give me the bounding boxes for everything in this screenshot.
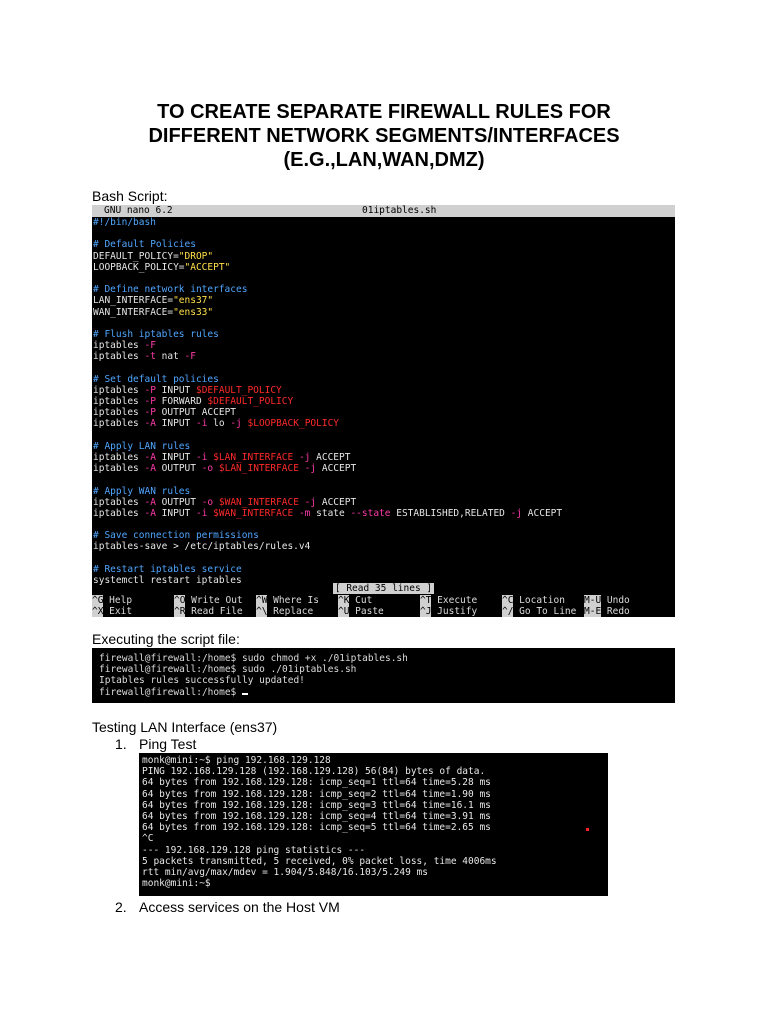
ping-terminal-screenshot: [139, 753, 608, 896]
code-token: "ens33": [173, 306, 214, 318]
shortcut-label: Go To Line: [513, 606, 577, 617]
code-token: -A: [144, 451, 156, 463]
code-token: -A: [144, 507, 156, 519]
code-line: [93, 486, 675, 497]
code-token: "ens37": [173, 295, 214, 307]
code-token: ACCEPT: [316, 463, 357, 475]
code-token: INPUT: [155, 451, 196, 463]
shortcut-item: [92, 606, 132, 617]
code-token: WAN_INTERFACE=: [93, 306, 174, 318]
code-token: -F: [144, 340, 156, 352]
terminal-line: firewall@firewall:/home$ sudo chmod +x ./01iptables.sh: [99, 653, 408, 664]
code-line: [93, 441, 675, 452]
code-line: [93, 307, 675, 318]
shortcut-item: [174, 606, 243, 617]
code-token: # Flush iptables rules: [93, 328, 219, 340]
code-line: [93, 553, 675, 564]
code-token: systemctl restart iptables: [93, 575, 242, 586]
code-token: ACCEPT: [522, 507, 563, 519]
code-token: iptables: [93, 384, 145, 396]
code-line: [93, 418, 675, 429]
code-token: iptables: [93, 463, 145, 475]
code-token: OUTPUT: [155, 496, 202, 508]
code-token: state: [310, 507, 351, 519]
code-token: -o: [201, 496, 214, 508]
code-token: -i: [195, 507, 208, 519]
code-line: [93, 251, 675, 262]
code-token: -P: [144, 407, 156, 419]
terminal-line: 64 bytes from 192.168.129.128: icmp_seq=2 ttl=64 time=1.90 ms: [142, 788, 491, 800]
terminal-line: --- 192.168.129.128 ping statistics ---: [142, 844, 366, 856]
terminal-line: rtt min/avg/max/mdev = 1.904/5.848/16.103/5.249 ms: [142, 866, 428, 878]
code-line: [93, 497, 675, 508]
code-token: -j: [304, 496, 317, 508]
shortcut-item: [338, 606, 384, 617]
code-token: nat: [155, 351, 185, 363]
nano-editor-screenshot: [92, 205, 675, 617]
list-text: Ping Test: [139, 736, 197, 752]
terminal-line: Iptables rules successfully updated!: [99, 675, 305, 687]
code-line: [93, 508, 675, 519]
code-line: [93, 362, 675, 373]
code-token: LOOPBACK_POLICY=: [93, 261, 185, 273]
code-token: $WAN_INTERFACE: [207, 507, 299, 519]
code-token: INPUT: [155, 384, 196, 396]
shortcut-label: Paste: [349, 606, 384, 617]
terminal-line: ^C: [142, 833, 154, 845]
shortcut-key: ^\: [256, 606, 268, 617]
code-line: [93, 217, 675, 228]
code-line: [93, 228, 675, 239]
nano-status-bar: [92, 583, 675, 594]
shortcut-item: [502, 595, 565, 606]
shortcut-key: ^X: [92, 606, 104, 617]
code-token: -j: [304, 463, 317, 475]
code-token: INPUT: [155, 507, 196, 519]
terminal-line: monk@mini:~$: [142, 878, 211, 890]
nano-title-bar: [92, 205, 675, 217]
shortcut-key: ^K: [338, 595, 350, 606]
code-token: iptables: [93, 396, 145, 407]
code-token: -A: [144, 418, 156, 430]
code-line: [93, 564, 675, 575]
shortcut-item: [256, 595, 319, 606]
shortcut-item: [420, 595, 477, 606]
shortcut-label: Write Out: [185, 595, 243, 606]
code-token: -j: [230, 418, 242, 430]
code-token: iptables: [93, 340, 145, 352]
code-token: iptables: [93, 407, 145, 419]
shortcut-label: Help: [103, 595, 133, 606]
code-line: [93, 329, 675, 340]
nano-shortcuts: [92, 595, 675, 617]
terminal-line: PING 192.168.129.128 (192.168.129.128) 56(84) bytes of data.: [142, 766, 486, 778]
nano-version: GNU nano 6.2: [104, 205, 173, 216]
code-token: $LAN_INTERFACE: [207, 451, 299, 463]
code-line: [93, 340, 675, 351]
code-token: $DEFAULT_POLICY: [195, 384, 282, 396]
code-token: -P: [144, 384, 156, 396]
code-token: # Save connection permissions: [93, 530, 259, 542]
code-line: [93, 273, 675, 284]
shortcut-item: [420, 606, 477, 617]
terminal-line: 64 bytes from 192.168.129.128: icmp_seq=4 ttl=64 time=3.91 ms: [142, 810, 491, 822]
code-token: --state: [350, 507, 391, 519]
title-line-1: TO CREATE SEPARATE FIREWALL RULES FOR: [157, 101, 611, 123]
list-number: 1.: [115, 736, 127, 752]
shortcut-key: M-E: [584, 606, 602, 617]
code-token: $LAN_INTERFACE: [213, 463, 305, 475]
code-token: "ACCEPT": [184, 261, 231, 273]
nano-status-text: [ Read 35 lines ]: [334, 583, 433, 594]
code-line: [93, 452, 675, 463]
code-token: #!/bin/bash: [93, 217, 156, 228]
code-token: iptables: [93, 496, 145, 508]
shortcut-item: [584, 606, 630, 617]
code-token: # Set default policies: [93, 373, 219, 385]
cursor-icon: [242, 693, 248, 695]
code-token: -m: [298, 507, 311, 519]
shortcut-key: ^R: [174, 606, 186, 617]
code-line: [93, 396, 675, 407]
code-token: -A: [144, 463, 156, 475]
testing-lan-label: Testing LAN Interface (ens37): [92, 719, 278, 735]
code-token: -A: [144, 496, 156, 508]
code-token: -i: [195, 418, 208, 430]
code-token: # Apply LAN rules: [93, 440, 191, 452]
code-token: # Define network interfaces: [93, 284, 248, 296]
shortcut-label: Exit: [103, 606, 133, 617]
code-token: iptables: [93, 507, 145, 519]
code-token: $WAN_INTERFACE: [213, 496, 305, 508]
shortcut-item: [338, 595, 372, 606]
shortcut-item: [502, 606, 576, 617]
shortcut-label: Location: [513, 595, 565, 606]
shortcut-item: [584, 595, 630, 606]
shortcut-label: Read File: [185, 606, 243, 617]
shortcut-label: Justify: [431, 606, 478, 617]
code-token: -j: [298, 451, 311, 463]
code-token: ACCEPT: [310, 451, 351, 463]
document-title: [0, 100, 768, 172]
code-token: INPUT: [155, 418, 196, 430]
terminal-line: 64 bytes from 192.168.129.128: icmp_seq=1 ttl=64 time=5.28 ms: [142, 777, 491, 789]
terminal-prompt: firewall@firewall:/home$: [99, 686, 242, 698]
code-token: -F: [184, 351, 196, 363]
code-token: iptables: [93, 451, 145, 463]
code-token: -i: [195, 451, 208, 463]
code-token: # Restart iptables service: [93, 563, 242, 575]
shortcut-key: M-U: [584, 595, 602, 606]
shortcut-item: [174, 595, 243, 606]
shortcut-label: Where Is: [267, 595, 319, 606]
code-token: iptables: [93, 351, 145, 363]
title-line-2: DIFFERENT NETWORK SEGMENTS/INTERFACES: [148, 125, 620, 147]
code-token: -j: [510, 507, 523, 519]
terminal-line: 64 bytes from 192.168.129.128: icmp_seq=5 ttl=64 time=2.65 ms: [142, 822, 491, 834]
code-token: iptables-save > /etc/iptables/rules.v4: [93, 541, 311, 553]
shortcut-item: [92, 595, 132, 606]
code-token: # Default Policies: [93, 239, 196, 251]
code-token: OUTPUT: [155, 463, 202, 475]
shortcut-label: Replace: [267, 606, 314, 617]
executing-label: Executing the script file:: [92, 631, 240, 647]
list-text: Access services on the Host VM: [139, 899, 340, 915]
exec-terminal-screenshot: [92, 648, 675, 703]
code-token: iptables: [93, 418, 145, 430]
code-token: $LOOPBACK_POLICY: [241, 418, 340, 430]
code-token: -P: [144, 396, 156, 407]
code-line: [93, 239, 675, 250]
code-token: FORWARD: [155, 396, 208, 407]
code-token: # Apply WAN rules: [93, 485, 191, 497]
code-line: [93, 385, 675, 396]
code-line: [93, 374, 675, 385]
shortcut-key: ^C: [502, 595, 514, 606]
code-token: DEFAULT_POLICY=: [93, 250, 179, 262]
code-line: [93, 541, 675, 552]
red-dot-mark: [586, 828, 589, 831]
title-line-3: (E.G.,LAN,WAN,DMZ): [283, 149, 485, 171]
shortcut-key: ^O: [174, 595, 186, 606]
terminal-line: monk@mini:~$ ping 192.168.129.128: [142, 755, 331, 766]
code-line: [93, 430, 675, 441]
terminal-prompt-line: [99, 687, 675, 698]
code-token: "DROP": [178, 250, 214, 262]
code-line: [93, 407, 675, 418]
code-token: -t: [144, 351, 156, 363]
shortcut-row-1: [92, 595, 675, 606]
list-number: 2.: [115, 899, 127, 915]
code-token: OUTPUT ACCEPT: [155, 407, 237, 419]
code-line: [93, 519, 675, 530]
code-token: ESTABLISHED,RELATED: [390, 507, 511, 519]
terminal-line: 64 bytes from 192.168.129.128: icmp_seq=3 ttl=64 time=16.1 ms: [142, 799, 491, 811]
code-line: [93, 351, 675, 362]
terminal-line: 5 packets transmitted, 5 received, 0% packet loss, time 4006ms: [142, 855, 497, 867]
code-line: [93, 295, 675, 306]
code-line: [93, 530, 675, 541]
code-token: ACCEPT: [316, 496, 357, 508]
code-line: [93, 262, 675, 273]
nano-code-body: [92, 217, 675, 586]
terminal-line: firewall@firewall:/home$ sudo ./01iptables.sh: [99, 664, 357, 676]
code-line: [93, 318, 675, 329]
shortcut-row-2: [92, 606, 675, 617]
shortcut-label: Cut: [349, 595, 373, 606]
shortcut-item: [256, 606, 313, 617]
nano-filename: 01iptables.sh: [362, 205, 437, 216]
shortcut-label: Undo: [601, 595, 630, 606]
shortcut-label: Redo: [601, 606, 630, 617]
code-token: LAN_INTERFACE=: [93, 295, 174, 307]
code-line: [93, 284, 675, 295]
shortcut-label: Execute: [431, 595, 478, 606]
code-token: $DEFAULT_POLICY: [207, 396, 294, 407]
code-token: lo: [207, 418, 231, 430]
code-token: -o: [201, 463, 214, 475]
code-line: [93, 463, 675, 474]
shortcut-key: ^W: [256, 595, 268, 606]
shortcut-key: ^G: [92, 595, 104, 606]
shortcut-key: ^T: [420, 595, 432, 606]
shortcut-key: ^U: [338, 606, 350, 617]
code-line: [93, 474, 675, 485]
bash-script-label: Bash Script:: [92, 188, 168, 204]
shortcut-key: ^J: [420, 606, 432, 617]
shortcut-key: ^/: [502, 606, 514, 617]
